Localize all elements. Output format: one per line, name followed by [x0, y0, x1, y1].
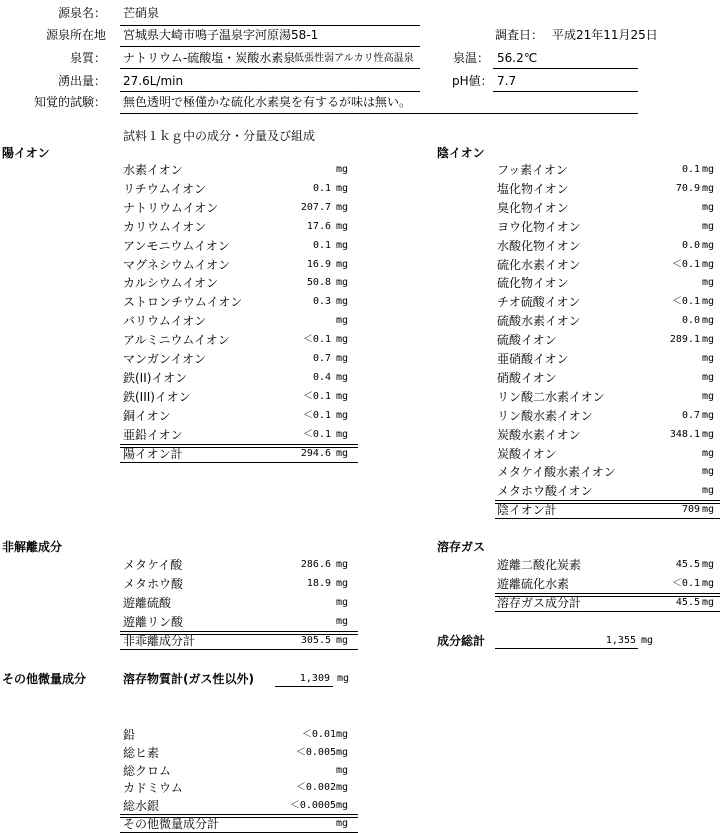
unit-mg: mg: [336, 635, 349, 646]
unit-mg: mg: [336, 782, 349, 793]
unit-mg: mg: [336, 221, 349, 232]
cations-item-name: 銅イオン: [123, 409, 171, 423]
nondissociated-item-name: 遊離硫酸: [123, 596, 172, 610]
trace-item-value: ＜0.005: [295, 747, 336, 758]
cations-item-name: バリウムイオン: [123, 314, 207, 328]
divider: [120, 25, 420, 26]
unit-mg: mg: [702, 334, 715, 345]
unit-mg: mg: [336, 765, 349, 776]
unit-mg: mg: [702, 259, 715, 270]
anions-item-value: 0.0: [681, 315, 700, 326]
cations-item-value: ＜0.1: [302, 334, 331, 345]
dissolved-value: 1,309: [299, 673, 330, 684]
nondissociated-item-name: メタケイ酸: [123, 558, 183, 572]
quality-value: ナトリウム-硫酸塩・炭酸水素泉: [123, 51, 296, 65]
cations-item-name: ナトリウムイオン: [123, 201, 219, 215]
gases-total-label: 溶存ガス成分計: [497, 596, 582, 610]
cations-item-value: 0.7: [312, 353, 331, 364]
anions-total-value: 709: [681, 504, 700, 515]
cations-item-value: ＜0.1: [302, 410, 331, 421]
divider: [493, 68, 638, 69]
location-value: 宮城県大崎市鳴子温泉字河原湯58-1: [123, 28, 319, 42]
unit-mg: mg: [336, 334, 349, 345]
unit-mg: mg: [336, 429, 349, 440]
anions-item-value: 289.1: [669, 334, 700, 345]
unit-mg: mg: [702, 277, 715, 288]
gas-title: 溶存ガス: [437, 540, 486, 554]
cations-item-value: 17.6: [306, 221, 331, 232]
anions-item-name: メタホウ酸イオン: [497, 484, 593, 498]
anions-item-name: メタケイ酸水素イオン: [497, 465, 616, 479]
quality-note: 低張性弱アルカリ性高温泉: [294, 53, 414, 64]
gases-item-value: ＜0.1: [671, 578, 700, 589]
unit-mg: mg: [336, 448, 349, 459]
unit-mg: mg: [336, 353, 349, 364]
unit-mg: mg: [336, 183, 349, 194]
survey-label: 調査日：: [495, 28, 544, 42]
unit-mg: mg: [336, 164, 349, 175]
nondissociated-item-value: 286.6: [300, 559, 331, 570]
sense-label: 知覚的試験：: [33, 95, 106, 109]
unit-mg: mg: [336, 259, 349, 270]
unit-mg: mg: [702, 296, 715, 307]
total-underline: [495, 518, 720, 519]
divider: [120, 113, 638, 114]
unit-mg: mg: [336, 410, 349, 421]
anions-item-name: 硝酸イオン: [497, 371, 557, 385]
divider: [495, 648, 638, 649]
anion-title: 陰イオン: [437, 146, 485, 160]
unit-mg: mg: [336, 729, 349, 740]
ph-value: 7.7: [497, 74, 517, 88]
unit-mg: mg: [336, 616, 349, 627]
unit-mg: mg: [702, 240, 715, 251]
cations-item-name: カリウムイオン: [123, 220, 207, 234]
cations-item-name: アンモニウムイオン: [123, 239, 230, 253]
survey-value: 平成21年11月25日: [552, 28, 658, 42]
nondissociated-total-label: 非乖離成分計: [123, 634, 196, 648]
unit-mg: mg: [702, 221, 715, 232]
unit-mg: mg: [702, 597, 715, 608]
grand-total-label: 成分総計: [437, 634, 486, 648]
unit-mg: mg: [641, 635, 654, 646]
cations-item-name: リチウムイオン: [123, 182, 207, 196]
name-label: 源泉名：: [57, 6, 106, 20]
unit-mg: mg: [336, 296, 349, 307]
cations-item-name: アルミニウムイオン: [123, 333, 230, 347]
trace-item-name: 総水銀: [123, 799, 160, 813]
anions-item-name: 水酸化物イオン: [497, 239, 581, 253]
gases-total-value: 45.5: [675, 597, 700, 608]
temp-label: 泉温：: [453, 51, 490, 65]
trace-total-label: その他微量成分計: [123, 817, 220, 831]
unit-mg: mg: [336, 240, 349, 251]
anions-item-name: 硫酸水素イオン: [497, 314, 581, 328]
cations-item-value: 0.1: [312, 183, 331, 194]
name-value: 芒硝泉: [123, 6, 160, 20]
trace-item-value: ＜0.0005: [289, 800, 336, 811]
anions-item-name: 亜硝酸イオン: [497, 352, 569, 366]
anions-item-name: チオ硫酸イオン: [497, 295, 581, 309]
anions-item-value: 348.1: [669, 429, 700, 440]
cations-total-label: 陽イオン計: [123, 447, 183, 461]
gases-item-name: 遊離硫化水素: [497, 577, 570, 591]
trace-item-name: 鉛: [123, 728, 136, 742]
temp-value: 56.2℃: [497, 51, 538, 65]
nondissociated-title: 非解離成分: [2, 540, 63, 554]
cations-item-name: 鉄(III)イオン: [123, 390, 191, 404]
cations-item-name: 鉄(II)イオン: [123, 371, 188, 385]
unit-mg: mg: [702, 448, 715, 459]
anions-item-name: 塩化物イオン: [497, 182, 569, 196]
nondissociated-item-value: 18.9: [306, 578, 331, 589]
anions-item-name: 臭化物イオン: [497, 201, 569, 215]
nondissociated-item-name: 遊離リン酸: [123, 615, 184, 629]
anions-item-name: 炭酸水素イオン: [497, 428, 581, 442]
unit-mg: mg: [702, 183, 715, 194]
anions-item-name: 硫化物イオン: [497, 276, 569, 290]
ph-label: pH値：: [452, 74, 493, 88]
trace-item-name: カドミウム: [123, 781, 183, 795]
cations-item-value: 16.9: [306, 259, 331, 270]
sense-value: 無色透明で極僅かな硫化水素臭を有するが味は無い。: [123, 95, 412, 109]
unit-mg: mg: [702, 578, 715, 589]
location-label: 源泉所在地: [45, 28, 106, 42]
unit-mg: mg: [336, 277, 349, 288]
anions-item-value: 0.1: [681, 164, 700, 175]
unit-mg: mg: [702, 202, 715, 213]
unit-mg: mg: [702, 504, 715, 515]
anions-item-name: リン酸水素イオン: [497, 409, 593, 423]
unit-mg: mg: [337, 673, 350, 684]
cations-item-name: 水素イオン: [123, 163, 183, 177]
anions-item-name: 炭酸イオン: [497, 447, 557, 461]
anions-item-name: 硫化水素イオン: [497, 258, 581, 272]
total-underline: [495, 611, 720, 612]
anions-item-name: 硫酸イオン: [497, 333, 557, 347]
quality-label: 泉質：: [69, 51, 106, 65]
anions-item-name: リン酸二水素イオン: [497, 390, 605, 404]
cations-item-name: マグネシウムイオン: [123, 258, 231, 272]
cations-item-value: 50.8: [306, 277, 331, 288]
cations-item-value: 0.1: [312, 240, 331, 251]
trace-item-name: 総ヒ素: [123, 746, 160, 760]
cations-item-value: 0.4: [312, 372, 331, 383]
anions-total-label: 陰イオン計: [497, 503, 557, 517]
unit-mg: mg: [702, 315, 715, 326]
grand-total-value: 1,355: [605, 635, 636, 646]
anions-item-value: 0.7: [681, 410, 700, 421]
unit-mg: mg: [702, 559, 715, 570]
cations-item-value: 207.7: [300, 202, 331, 213]
nondissociated-item-name: メタホウ酸: [123, 577, 184, 591]
unit-mg: mg: [702, 429, 715, 440]
sample-title: 試料１ｋｇ中の成分・分量及び組成: [123, 129, 316, 143]
cation-title: 陽イオン: [2, 146, 50, 160]
trace-item-name: 総クロム: [123, 764, 172, 778]
unit-mg: mg: [702, 353, 715, 364]
trace-item-value: ＜0.002: [295, 782, 336, 793]
cations-item-value: ＜0.1: [302, 391, 331, 402]
cations-item-name: カルシウムイオン: [123, 276, 218, 290]
gases-item-value: 45.5: [675, 559, 700, 570]
cations-item-name: マンガンイオン: [123, 352, 207, 366]
unit-mg: mg: [336, 578, 349, 589]
unit-mg: mg: [336, 597, 349, 608]
trace-title: その他微量成分: [2, 672, 87, 686]
nondissociated-total-value: 305.5: [300, 635, 331, 646]
unit-mg: mg: [336, 391, 349, 402]
unit-mg: mg: [336, 559, 349, 570]
anions-item-value: 0.0: [681, 240, 700, 251]
gases-item-name: 遊離二酸化炭素: [497, 558, 582, 572]
unit-mg: mg: [336, 202, 349, 213]
unit-mg: mg: [336, 315, 349, 326]
divider: [120, 68, 420, 69]
total-underline: [120, 462, 358, 463]
anions-item-value: 70.9: [675, 183, 700, 194]
unit-mg: mg: [702, 164, 715, 175]
trace-item-value: ＜0.01: [301, 729, 336, 740]
divider: [120, 46, 420, 47]
total-underline: [120, 649, 358, 650]
unit-mg: mg: [702, 466, 715, 477]
unit-mg: mg: [702, 410, 715, 421]
cations-item-value: ＜0.1: [302, 429, 331, 440]
unit-mg: mg: [336, 372, 349, 383]
cations-item-name: 亜鉛イオン: [123, 428, 183, 442]
anions-item-value: ＜0.1: [671, 296, 700, 307]
unit-mg: mg: [336, 747, 349, 758]
divider: [120, 91, 420, 92]
unit-mg: mg: [702, 391, 715, 402]
cations-item-value: 0.3: [312, 296, 331, 307]
flow-value: 27.6L/min: [123, 74, 184, 88]
anions-item-name: フッ素イオン: [497, 163, 568, 177]
anions-item-name: ヨウ化物イオン: [497, 220, 581, 234]
unit-mg: mg: [702, 485, 715, 496]
cations-total-value: 294.6: [300, 448, 331, 459]
divider: [493, 91, 638, 92]
anions-item-value: ＜0.1: [671, 259, 700, 270]
flow-label: 湧出量：: [57, 74, 106, 88]
unit-mg: mg: [336, 800, 349, 811]
divider: [275, 686, 333, 687]
unit-mg: mg: [702, 372, 715, 383]
unit-mg: mg: [336, 818, 349, 829]
cations-item-name: ストロンチウムイオン: [123, 295, 243, 309]
dissolved-label: 溶存物質計(ガス性以外): [123, 672, 254, 686]
